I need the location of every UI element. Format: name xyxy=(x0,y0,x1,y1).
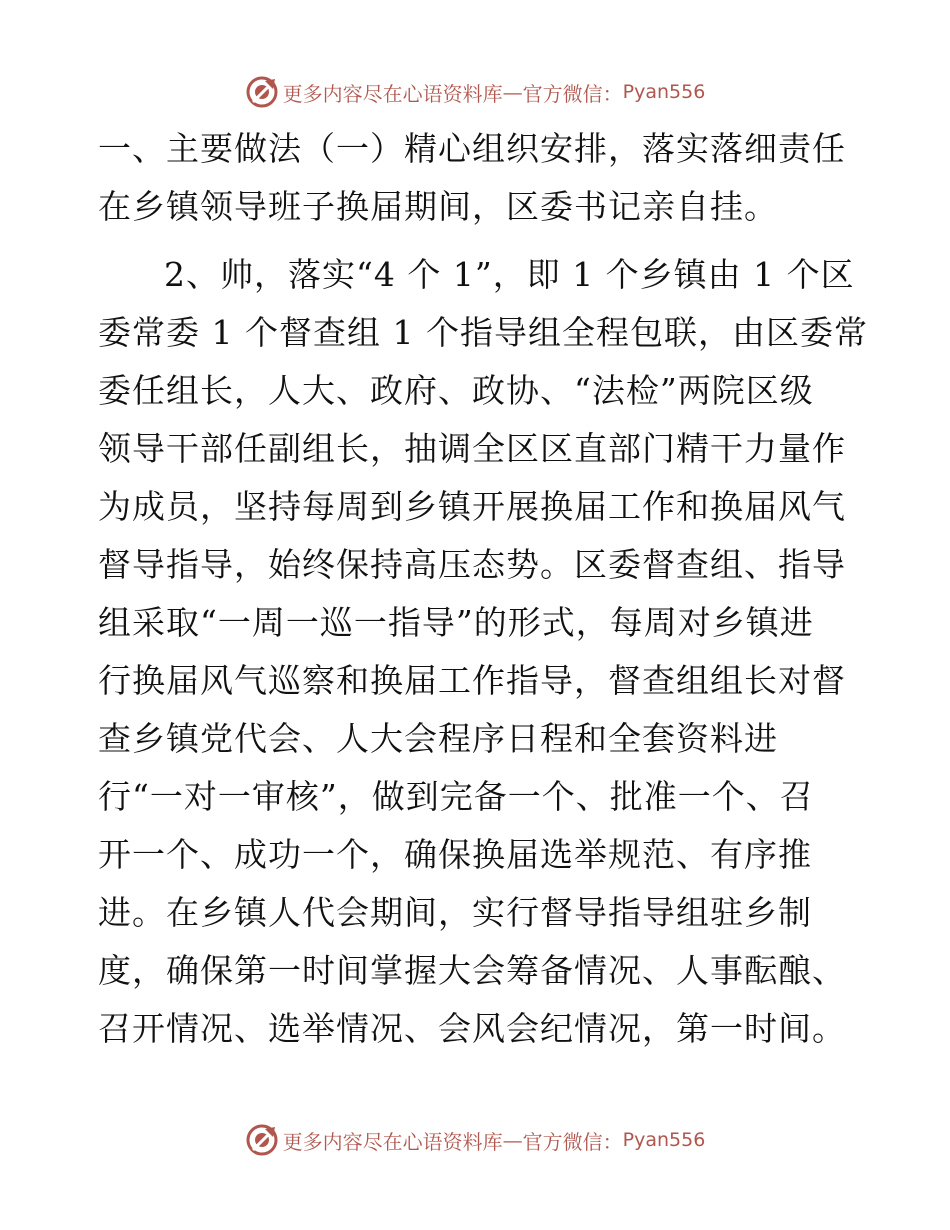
logo-icon xyxy=(245,75,279,109)
text-line: 召开情况、选举情况、会风会纪情况，第一时间。 xyxy=(98,1009,846,1048)
banner-text: 更多内容尽在心语资料库 xyxy=(282,1129,503,1154)
header-banner xyxy=(0,72,950,112)
text-line: 进。在乡镇人代会期间，实行督导指导组驻乡制 xyxy=(98,893,812,932)
text-line: 委常委 1 个督查组 1 个指导组全程包联，由区委常 xyxy=(98,313,868,352)
text-line: 督导指导，始终保持高压态势。区委督查组、指导 xyxy=(98,545,846,584)
banner-wechat-label: 官方微信： xyxy=(522,81,623,106)
text-line: 委任组长，人大、政府、政协、“法检”两院区级 xyxy=(98,371,814,410)
banner-wechat-id: Pyan556 xyxy=(622,1129,706,1151)
text-line: 领导干部任副组长，抽调全区区直部门精干力量作 xyxy=(98,429,846,468)
banner-dash: — xyxy=(502,1128,523,1152)
text-line: 查乡镇党代会、人大会程序日程和全套资料进 xyxy=(98,719,778,758)
banner-text: 更多内容尽在心语资料库 xyxy=(282,81,503,106)
text-line: 为成员，坚持每周到乡镇开展换届工作和换届风气 xyxy=(98,487,846,526)
text-line: 开一个、成功一个，确保换届选举规范、有序推 xyxy=(98,835,812,874)
footer-banner xyxy=(0,1120,950,1160)
banner-wechat-label: 官方微信： xyxy=(522,1129,623,1154)
banner-wechat-id: Pyan556 xyxy=(622,81,706,103)
logo-icon xyxy=(245,1123,279,1157)
text-line: 行换届风气巡察和换届工作指导，督查组组长对督 xyxy=(98,661,846,700)
text-line: 一、主要做法（一）精心组织安排，落实落细责任 xyxy=(98,129,846,168)
text-line: 2、帅，落实“4 个 1”，即 1 个乡镇由 1 个区 xyxy=(164,255,855,294)
text-line: 度，确保第一时间掌握大会筹备情况、人事酝酿、 xyxy=(98,951,846,990)
banner-dash: — xyxy=(502,80,523,104)
text-line: 行“一对一审核”，做到完备一个、批准一个、召 xyxy=(98,777,814,816)
text-line: 在乡镇领导班子换届期间，区委书记亲自挂。 xyxy=(98,187,778,226)
text-line: 组采取“一周一巡一指导”的形式，每周对乡镇进 xyxy=(98,603,814,642)
document-body xyxy=(98,120,868,1058)
